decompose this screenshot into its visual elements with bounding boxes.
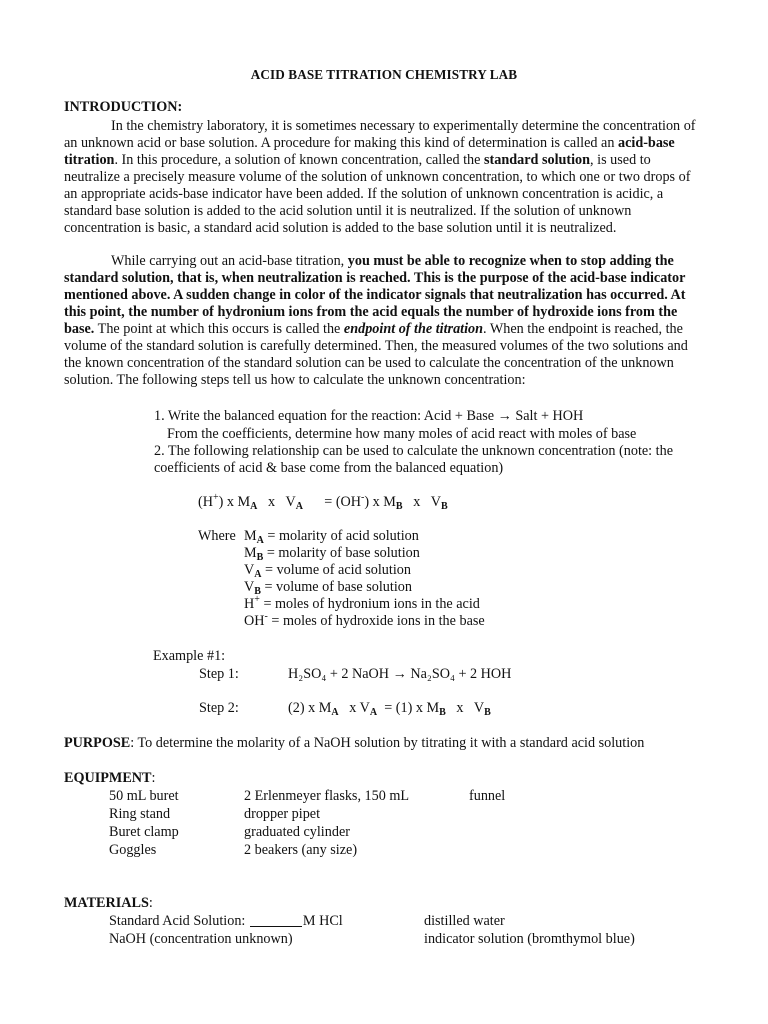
purpose-line bbox=[64, 735, 644, 752]
def-molarity-base: $M_B$ = molarity of base solution bbox=[244, 545, 420, 563]
def-volume-base: $V_B$ = volume of base solution bbox=[244, 579, 412, 597]
intro-p1-text: In the chemistry laboratory, it is sometimes necessary to experimentally determine the concentration of an unknown acid or base solution. A procedure for making this kind of determination is called an bbox=[64, 118, 696, 151]
material-water: distilled water bbox=[424, 913, 505, 929]
def-hydroxide: OH- = moles of hydroxide ions in the base bbox=[244, 611, 485, 629]
equipment-item: Goggles bbox=[109, 842, 157, 858]
titration-equation: (H+) x $M_A$ x $V_A$ = (OH-) x $M_B$ x $V_B$ bbox=[198, 492, 448, 512]
step-2-text: 2. The following relationship can be used to calculate the unknown concentration (note: the bbox=[154, 443, 674, 459]
intro-p2-text: While carrying out an acid-base titration, bbox=[111, 253, 348, 269]
where-label: Where bbox=[198, 528, 236, 544]
purpose-heading: PURPOSE bbox=[64, 735, 131, 751]
example-step-1-label: Step 1: bbox=[199, 666, 239, 682]
step-1-text: 1. Write the balanced equation for the reaction: Acid + Base → Salt + HOH bbox=[154, 408, 584, 424]
example-step-2-label: Step 2: bbox=[199, 700, 239, 716]
concentration-blank bbox=[250, 913, 302, 927]
intro-p1-text-2: . In this procedure, a solution of known concentration, called the bbox=[114, 152, 484, 168]
def-molarity-acid: $M_A$ = molarity of acid solution bbox=[244, 528, 419, 546]
equipment-item: funnel bbox=[469, 788, 506, 804]
intro-p2-text-3: . When the endpoint is reached, the volume of the standard solution is carefully determined. Then, the measured volumes of the two solutions and the known concentration of the standard solution can be used to calculate the concentration of the unknown solution. The following steps tell us how to calculate the unknown concentration: bbox=[64, 321, 688, 388]
equipment-item: 2 Erlenmeyer flasks, 150 mL bbox=[244, 788, 410, 804]
equipment-item: graduated cylinder bbox=[244, 824, 350, 840]
example-step-2-equation: (2) x $M_A$ x $V_A = (1)$ x $M_B$ x $V_B$ bbox=[288, 700, 491, 718]
introduction-heading: INTRODUCTION: bbox=[64, 99, 183, 115]
term-endpoint: endpoint of the titration bbox=[343, 321, 484, 337]
step-1-detail: From the coefficients, determine how many moles of acid react with moles of base bbox=[167, 426, 637, 442]
intro-p2-text-2: The point at which this occurs is called the bbox=[94, 321, 344, 337]
term-standard-solution: standard solution bbox=[484, 152, 591, 168]
step-2-detail: coefficients of acid & base come from the balanced equation) bbox=[154, 460, 504, 476]
intro-p2-bold: you must be able to recognize when to stop adding the standard solution, that is, when neutralization is reached. This is the purpose of the acid-base indicator mentioned above. A sudden change in color of the indicator signals that neutralization has occurred. At this point, the number of hydronium ions from the acid equals the number of hydroxide ions from the base. bbox=[64, 253, 686, 337]
material-naoh: NaOH (concentration unknown) bbox=[109, 931, 293, 947]
def-volume-acid: $V_A$ = volume of acid solution bbox=[244, 562, 411, 580]
equipment-item: Buret clamp bbox=[109, 824, 179, 840]
term-acid-base-titration: acid-base titration bbox=[64, 135, 675, 168]
purpose-text: : To determine the molarity of a NaOH solution by titrating it with a standard acid solution bbox=[130, 735, 645, 751]
intro-paragraph-2 bbox=[64, 253, 706, 389]
equipment-item: 2 beakers (any size) bbox=[244, 842, 358, 858]
page-title: ACID BASE TITRATION CHEMISTRY LAB bbox=[250, 67, 518, 82]
equipment-item: 50 mL buret bbox=[109, 788, 179, 804]
intro-p1-text-3: , is used to neutralize a precisely measure volume of the solution of unknown concentration, to which one or two drops of an appropriate acids-base indicator have been added. If the solution of unknown concentration is acidic, a standard base solution is added to the acid solution until it is neutralized. If the solution of unknown concentration is basic, a standard acid solution is added to the base solution until it is neutralized. bbox=[64, 152, 691, 236]
intro-paragraph-1 bbox=[64, 118, 706, 237]
material-standard-acid: Standard Acid Solution: M HCl bbox=[109, 913, 343, 929]
equipment-item: dropper pipet bbox=[244, 806, 321, 822]
materials-heading: MATERIALS: bbox=[64, 895, 153, 911]
example-label: Example #1: bbox=[153, 648, 226, 664]
material-indicator: indicator solution (bromthymol blue) bbox=[424, 931, 635, 947]
equipment-heading: EQUIPMENT: bbox=[64, 770, 156, 786]
def-hydronium: H+ = moles of hydronium ions in the acid bbox=[244, 594, 480, 612]
example-step-1-equation: H₂SO₄ + 2 NaOH → Na₂SO₄ + 2 HOH bbox=[288, 666, 512, 682]
equipment-item: Ring stand bbox=[109, 806, 171, 822]
